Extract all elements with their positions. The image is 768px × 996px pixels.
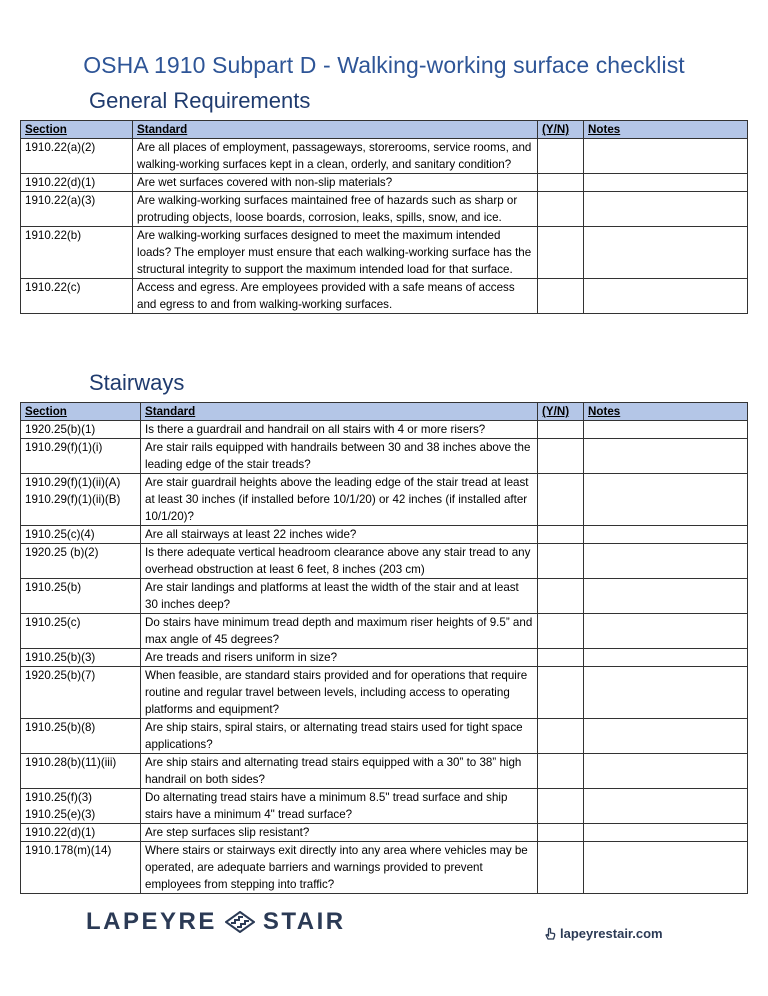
standard-cell: Is there adequate vertical headroom clearance above any stair tread to any overhead obstruction at least 6 feet, 8 inches (203 cm)	[141, 544, 538, 579]
table-header-row	[21, 403, 748, 421]
section-code: 1910.178(m)(14)	[25, 844, 112, 857]
table-row	[21, 824, 748, 842]
notes-cell[interactable]	[584, 174, 748, 192]
yn-cell[interactable]	[538, 667, 584, 719]
table-row	[21, 789, 748, 824]
notes-cell[interactable]	[584, 474, 748, 526]
standard-cell: Are stair guardrail heights above the leading edge of the stair tread at least at least 30 inches (if installed before 10/1/20) or 42 inches (if installed after 10/1/20)?	[141, 474, 538, 526]
section-code: 1910.22(d)(1)	[25, 176, 96, 189]
standard-cell: Are all places of employment, passageways, storerooms, service rooms, and walking-working surfaces kept in a clean, orderly, and sanitary condition?	[133, 139, 538, 174]
general-requirements-heading: General Requirements	[89, 88, 311, 113]
yn-cell[interactable]	[538, 842, 584, 894]
notes-cell[interactable]	[584, 227, 748, 279]
section-code: 1910.22(a)(2)	[25, 141, 96, 154]
table-row	[21, 614, 748, 649]
section-code: 1920.25(b)(1)	[25, 423, 96, 436]
yn-cell[interactable]	[538, 192, 584, 227]
table-row	[21, 526, 748, 544]
notes-cell[interactable]	[584, 139, 748, 174]
section-cell	[21, 279, 133, 314]
notes-cell[interactable]	[584, 279, 748, 314]
yn-cell[interactable]	[538, 579, 584, 614]
yn-cell[interactable]	[538, 421, 584, 439]
brand-right-text: STAIR	[262, 908, 346, 935]
yn-cell[interactable]	[538, 544, 584, 579]
stairways-table	[20, 402, 748, 894]
pointer-hand-icon	[543, 927, 557, 941]
table-row	[21, 279, 748, 314]
notes-cell[interactable]	[584, 421, 748, 439]
yn-cell[interactable]	[538, 174, 584, 192]
yn-cell[interactable]	[538, 824, 584, 842]
notes-cell[interactable]	[584, 667, 748, 719]
section-cell	[21, 192, 133, 227]
notes-header: Notes	[584, 403, 748, 421]
standard-cell: Are ship stairs and alternating tread stairs equipped with a 30” to 38” high handrail on both sides?	[141, 754, 538, 789]
table-row	[21, 439, 748, 474]
yn-cell[interactable]	[538, 754, 584, 789]
section-cell	[21, 174, 133, 192]
section-cell	[21, 754, 141, 789]
standard-cell: Where stairs or stairways exit directly into any area where vehicles may be operated, are adequate barriers and warnings provided to prevent employees from stepping into traffic?	[141, 842, 538, 894]
page-title: OSHA 1910 Subpart D - Walking-working surface checklist	[83, 52, 685, 78]
standard-cell: Do stairs have minimum tread depth and maximum riser heights of 9.5” and max angle of 45 degrees?	[141, 614, 538, 649]
notes-cell[interactable]	[584, 439, 748, 474]
section-cell	[21, 526, 141, 544]
section-cell	[21, 579, 141, 614]
section-code: 1910.25(b)(8)	[25, 721, 96, 734]
section-cell	[21, 719, 141, 754]
notes-cell[interactable]	[584, 579, 748, 614]
table-row	[21, 174, 748, 192]
stairways-heading: Stairways	[89, 370, 185, 395]
section-cell	[21, 667, 141, 719]
section-cell	[21, 824, 141, 842]
notes-cell[interactable]	[584, 824, 748, 842]
notes-cell[interactable]	[584, 614, 748, 649]
section-cell	[21, 649, 141, 667]
yn-cell[interactable]	[538, 526, 584, 544]
section-code: 1910.22(a)(3)	[25, 194, 96, 207]
website-text: lapeyrestair.com	[560, 926, 663, 941]
table-row	[21, 192, 748, 227]
yn-cell[interactable]	[538, 719, 584, 754]
section-code: 1910.29(f)(1)(ii)(B)	[25, 493, 121, 506]
standard-cell: Are stair landings and platforms at least the width of the stair and at least 30 inches deep?	[141, 579, 538, 614]
standard-cell: Are ship stairs, spiral stairs, or alternating tread stairs used for tight space applications?	[141, 719, 538, 754]
section-code: 1920.25(b)(7)	[25, 669, 96, 682]
notes-cell[interactable]	[584, 842, 748, 894]
yn-cell[interactable]	[538, 227, 584, 279]
section-code: 1910.22(d)(1)	[25, 826, 96, 839]
table-header-row	[21, 121, 748, 139]
table-row	[21, 754, 748, 789]
section-code: 1910.25(b)	[25, 581, 82, 594]
notes-cell[interactable]	[584, 544, 748, 579]
notes-cell[interactable]	[584, 754, 748, 789]
table-row	[21, 421, 748, 439]
standard-cell: Are walking-working surfaces maintained free of hazards such as sharp or protruding objects, loose boards, corrosion, leaks, spills, snow, and ice.	[133, 192, 538, 227]
section-header: Section	[21, 121, 133, 139]
section-cell	[21, 227, 133, 279]
yn-cell[interactable]	[538, 649, 584, 667]
standard-cell: Are all stairways at least 22 inches wide?	[141, 526, 538, 544]
section-cell	[21, 544, 141, 579]
yn-cell[interactable]	[538, 789, 584, 824]
section-code: 1910.28(b)(11)(iii)	[25, 756, 117, 769]
table-row	[21, 544, 748, 579]
table-row	[21, 649, 748, 667]
section-code: 1920.25 (b)(2)	[25, 546, 99, 559]
yn-header: (Y/N)	[538, 403, 584, 421]
notes-header: Notes	[584, 121, 748, 139]
yn-cell[interactable]	[538, 139, 584, 174]
section-code: 1910.22(c)	[25, 281, 81, 294]
section-code: 1910.25(b)(3)	[25, 651, 96, 664]
standard-cell: Are wet surfaces covered with non-slip materials?	[133, 174, 538, 192]
table-row	[21, 719, 748, 754]
standard-cell: Do alternating tread stairs have a minimum 8.5" tread surface and ship stairs have a minimum 4" tread surface?	[141, 789, 538, 824]
brand-left-text: LAPEYRE	[86, 908, 217, 935]
section-code: 1910.22(b)	[25, 229, 82, 242]
section-code: 1910.25(f)(3)	[25, 791, 93, 804]
lapeyre-stair-logo	[86, 908, 346, 936]
general-requirements-table	[20, 120, 748, 314]
notes-cell[interactable]	[584, 789, 748, 824]
standard-cell: Are step surfaces slip resistant?	[141, 824, 538, 842]
table-row	[21, 667, 748, 719]
table-row	[21, 227, 748, 279]
table-row	[21, 139, 748, 174]
table-row	[21, 842, 748, 894]
section-cell	[21, 439, 141, 474]
section-code: 1910.29(f)(1)(i)	[25, 441, 103, 454]
yn-header: (Y/N)	[538, 121, 584, 139]
yn-cell[interactable]	[538, 474, 584, 526]
section-code: 1910.25(c)(4)	[25, 528, 95, 541]
section-cell	[21, 421, 141, 439]
website-link[interactable]	[543, 926, 663, 941]
standard-header: Standard	[133, 121, 538, 139]
table-row	[21, 579, 748, 614]
section-cell	[21, 474, 141, 526]
standard-cell: When feasible, are standard stairs provided and for operations that require routine and regular travel between levels, including access to operating platforms and equipment?	[141, 667, 538, 719]
standard-header: Standard	[141, 403, 538, 421]
notes-cell[interactable]	[584, 526, 748, 544]
yn-cell[interactable]	[538, 279, 584, 314]
section-cell	[21, 842, 141, 894]
standard-cell: Is there a guardrail and handrail on all stairs with 4 or more risers?	[141, 421, 538, 439]
section-code: 1910.29(f)(1)(ii)(A)	[25, 476, 121, 489]
yn-cell[interactable]	[538, 439, 584, 474]
notes-cell[interactable]	[584, 192, 748, 227]
notes-cell[interactable]	[584, 649, 748, 667]
stair-diamond-icon	[225, 911, 255, 933]
yn-cell[interactable]	[538, 614, 584, 649]
standard-cell: Are walking-working surfaces designed to meet the maximum intended loads? The employer must ensure that each walking-working surface has the structural integrity to support the maximum intended load for that surface.	[133, 227, 538, 279]
section-code: 1910.25(e)(3)	[25, 808, 96, 821]
section-cell	[21, 139, 133, 174]
section-cell	[21, 614, 141, 649]
section-header: Section	[21, 403, 141, 421]
standard-cell: Are treads and risers uniform in size?	[141, 649, 538, 667]
table-row	[21, 474, 748, 526]
standard-cell: Are stair rails equipped with handrails between 30 and 38 inches above the leading edge of the stair treads?	[141, 439, 538, 474]
section-code: 1910.25(c)	[25, 616, 81, 629]
standard-cell: Access and egress. Are employees provided with a safe means of access and egress to and from walking-working surfaces.	[133, 279, 538, 314]
notes-cell[interactable]	[584, 719, 748, 754]
section-cell	[21, 789, 141, 824]
